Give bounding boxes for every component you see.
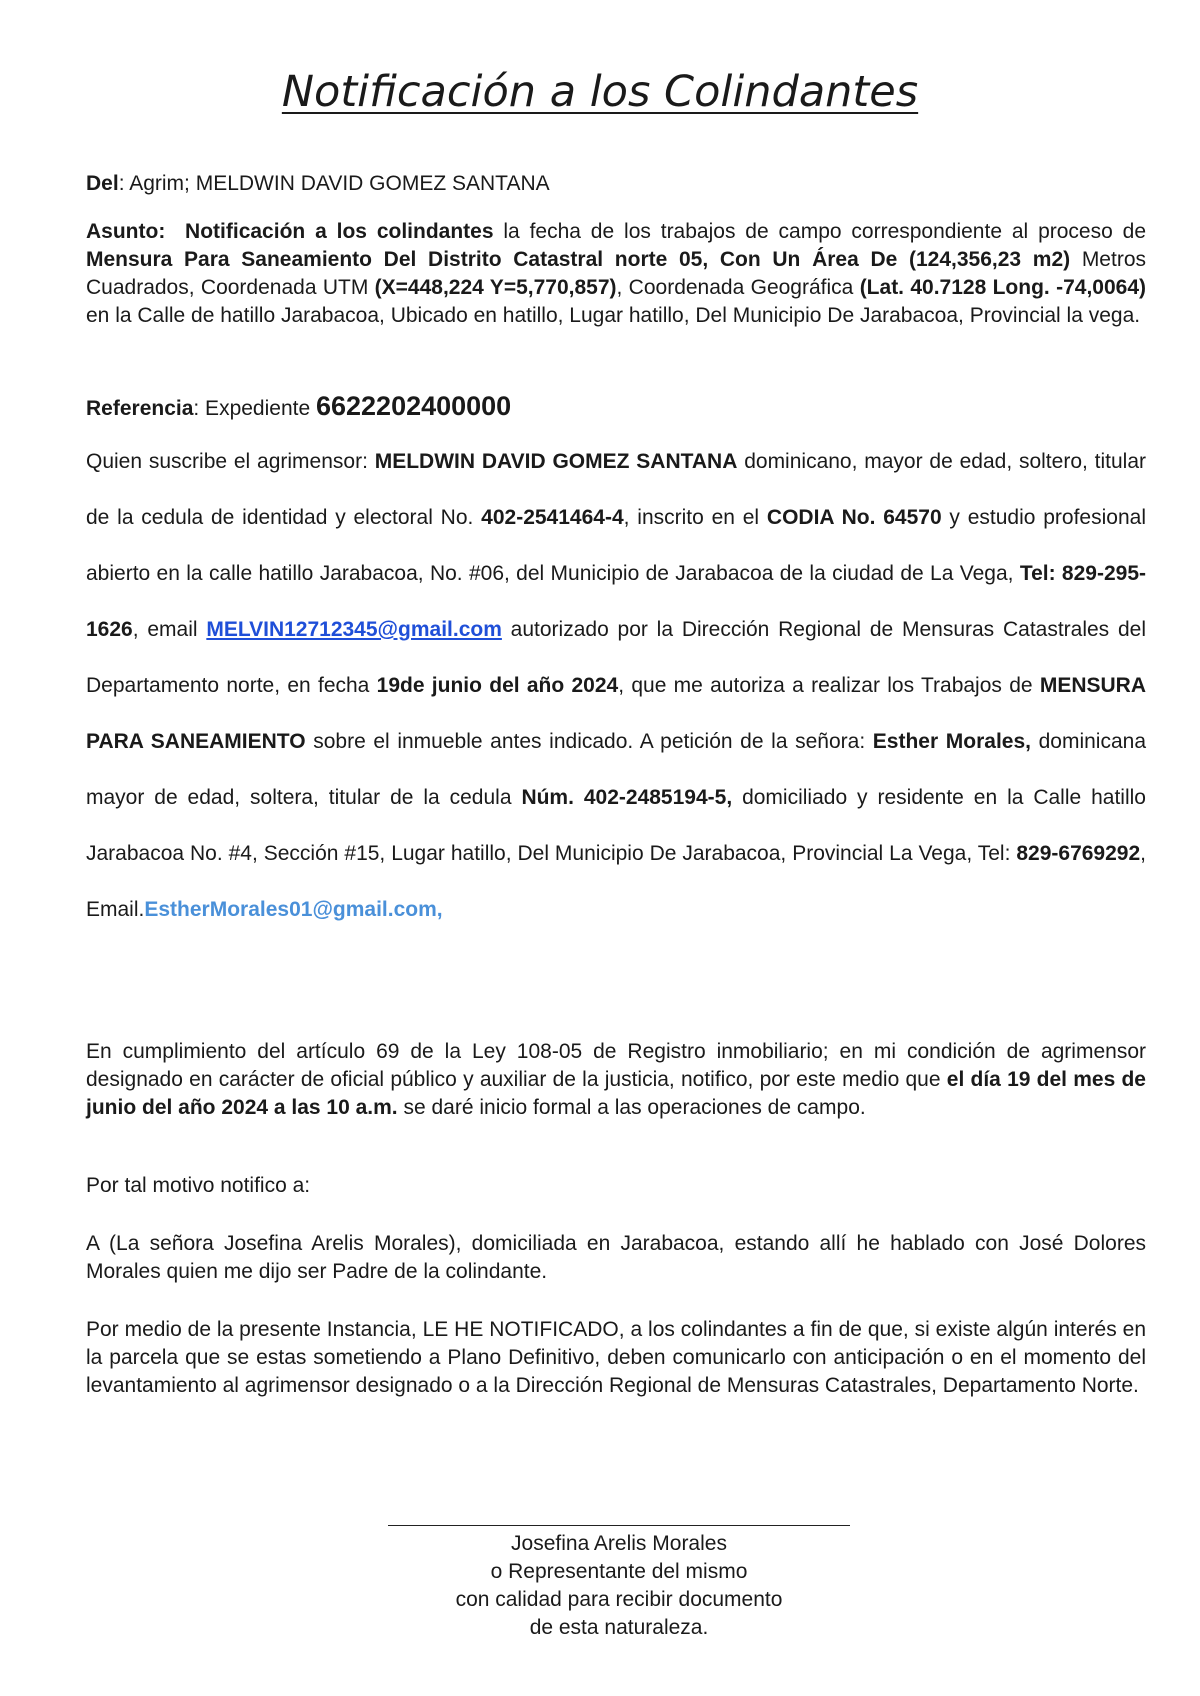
body-paragraph-main <box>86 434 1146 938</box>
asunto-label: Asunto: <box>86 220 166 243</box>
body1-bold-5: 19de junio del año 2024 <box>376 674 619 697</box>
body1-bold-9: 829-6769292 <box>1016 842 1141 865</box>
asunto-text-4: en la Calle de hatillo Jarabacoa, Ubicado en hatillo, Lugar hatillo, Del Municipio De Jarabacoa, Provincial la vega. <box>86 304 1141 327</box>
del-line <box>86 170 1146 198</box>
referencia-line <box>86 392 1146 423</box>
document-title <box>0 62 1200 122</box>
body1-text-9: dominicana mayor de edad, soltera, titular de la cedula <box>86 730 1147 809</box>
body2-text-1: En cumplimiento del artículo 69 de la Ley 108-05 de Registro inmobiliario; en mi condición de agrimensor designado en carácter de oficial público y auxiliar de la justicia, notifico, por este medio que <box>86 1040 1146 1091</box>
body1-text-5: , email <box>132 618 207 641</box>
asunto-bold-1: Notificación a los colindantes <box>185 220 494 243</box>
body1-bold-8: Núm. 402-2485194-5, <box>521 786 733 809</box>
body1-text-8: sobre el inmueble antes indicado. A petición de la señora: <box>305 730 873 753</box>
body1-bold-6: MENSURA PARA SANEAMIENTO <box>86 674 1147 753</box>
del-text: : Agrim; MELDWIN DAVID GOMEZ SANTANA <box>118 172 550 195</box>
asunto-bold-4: (Lat. 40.7128 Long. -74,0064) <box>859 276 1146 299</box>
body1-text-6: autorizado por la Dirección Regional de Mensuras Catastrales del Departamento norte, en fecha <box>86 618 1146 697</box>
signature-name: Josefina Arelis Morales <box>511 1532 727 1555</box>
body1-text-2: dominicano, mayor de edad, soltero, titular de la cedula de identidad y electoral No. <box>86 450 1147 529</box>
body1-bold-2: 402-2541464-4 <box>481 506 624 529</box>
body2-bold-1: el día 19 del mes de junio del año 2024 a las 10 a.m. <box>86 1068 1146 1119</box>
agrimensor-email-link[interactable]: MELVIN12712345@gmail.com <box>206 618 502 641</box>
colindante-paragraph: A (La señora Josefina Arelis Morales), domiciliada en Jarabacoa, estando allí he hablado con José Dolores Morales quien me dijo ser Padre de la colindante. <box>86 1232 1146 1283</box>
asunto-text-1: la fecha de los trabajos de campo correspondiente al proceso de <box>493 220 1146 243</box>
cumplimiento-paragraph <box>86 1038 1146 1122</box>
expediente-number: 6622202400000 <box>315 391 512 421</box>
notifico-line: Por tal motivo notifico a: <box>86 1174 311 1197</box>
body1-text-1: Quien suscribe el agrimensor: <box>86 450 375 473</box>
asunto-bold-3: (X=448,224 Y=5,770,857) <box>374 276 617 299</box>
referencia-text: : Expediente <box>193 397 316 420</box>
del-label: Del <box>86 172 119 195</box>
signature-line-2: o Representante del mismo <box>490 1560 748 1583</box>
asunto-text-2: Metros Cuadrados, Coordenada UTM <box>86 248 1146 299</box>
body1-text-4: y estudio profesional abierto en la calle hatillo Jarabacoa, No. #06, del Municipio de Jarabacoa de la ciudad de La Vega, <box>86 506 1146 585</box>
body1-bold-4: Tel: 829-295-1626 <box>86 562 1146 641</box>
body1-text-3: , inscrito en el <box>623 506 767 529</box>
signature-line-4: de esta naturaleza. <box>529 1616 709 1639</box>
asunto-bold-2: Mensura Para Saneamiento Del Distrito Catastral norte 05, Con Un Área De (124,356,23 m2) <box>86 248 1071 271</box>
instancia-paragraph: Por medio de la presente Instancia, LE HE NOTIFICADO, a los colindantes a fin de que, si existe algún interés en la parcela que se estas sometiendo a Plano Definitivo, deben comunicarlo con anticipación o en el momento del levantamiento al agrimensor designado o a la Dirección Regional de Mensuras Catastrales, Departamento Norte. <box>86 1318 1146 1397</box>
body2-text-2: se daré inicio formal a las operaciones de campo. <box>397 1096 866 1119</box>
body1-bold-1: MELDWIN DAVID GOMEZ SANTANA <box>374 450 738 473</box>
asunto-text-3: , Coordenada Geográfica <box>616 276 860 299</box>
body1-text-11: , Email. <box>86 842 1146 921</box>
referencia-label: Referencia <box>86 397 194 420</box>
signature-line-3: con calidad para recibir documento <box>455 1588 783 1611</box>
signature-block <box>388 1530 850 1642</box>
body1-bold-7: Esther Morales, <box>872 730 1031 753</box>
asunto-paragraph <box>86 218 1146 330</box>
document-title-text: Notificación a los Colindantes <box>281 67 919 117</box>
body1-bold-3: CODIA No. 64570 <box>766 506 942 529</box>
signature-line <box>388 1525 850 1526</box>
solicitante-email[interactable]: EstherMorales01@gmail.com, <box>144 898 443 921</box>
body1-text-7: , que me autoriza a realizar los Trabajos de <box>618 674 1040 697</box>
body1-text-10: domiciliado y residente en la Calle hatillo Jarabacoa No. #4, Sección #15, Lugar hatillo, Del Municipio De Jarabacoa, Provincial La Vega, Tel: <box>86 786 1146 865</box>
